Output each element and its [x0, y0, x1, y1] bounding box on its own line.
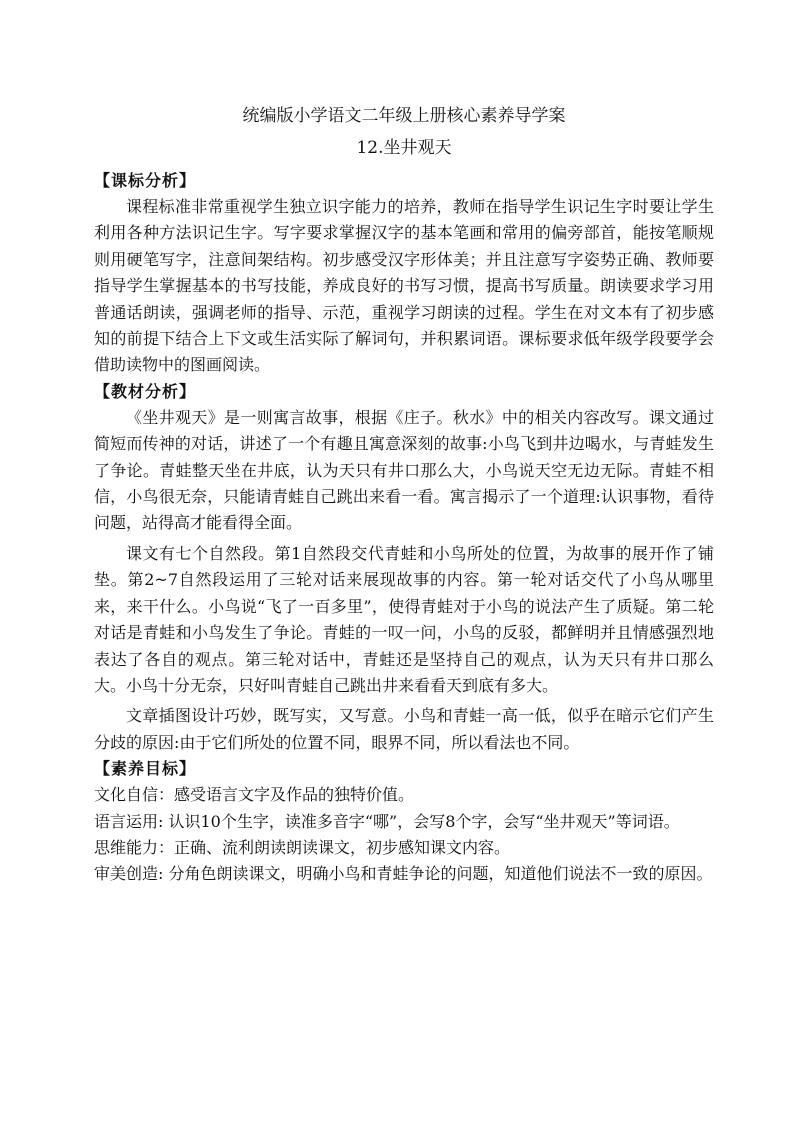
paragraph: 课程标准非常重视学生独立识字能力的培养，教师在指导学生识记生字时要让学生利用各种方法识记生字。写字要求掌握汉字的基本笔画和常用的偏旁部首，能按笔顺规则用硬笔写字，注意间架结构。初步感受汉字形体美；并且注意写字姿势正确、教师要指导学生掌握基本的书写技能，养成良好的书写习惯，提高书写质量。朗读要求学习用普通话朗读，强调老师的指导、示范，重视学习朗读的过程。学生在对文本有了初步感知的前提下结合上下文或生活实际了解词句，并积累词语。课标要求低年级学段要学会借助读物中的图画阅读。 — [94, 197, 714, 375]
goal-item: 思维能力：正确、流利朗读朗读课文，初步感知课文内容。 — [94, 837, 511, 857]
section-heading-goals: 【素养目标】 — [94, 759, 197, 779]
page-content — [94, 100, 714, 888]
goal-item: 语言运用: 认识10个生字，读准多音字“哪”，会写8个字，会写“坐井观天”等词语。 — [94, 811, 680, 831]
section-textbook — [94, 379, 714, 756]
paragraph: 文章插图设计巧妙，既写实，又写意。小鸟和青蛙一高一低，似乎在暗示它们产生分歧的原因:由于它们所处的位置不同，眼界不同，所以看法也不同。 — [94, 706, 714, 752]
goal-item: 文化自信：感受语言文字及作品的独特价值。 — [94, 785, 415, 805]
section-curriculum — [94, 168, 714, 379]
section-heading-curriculum: 【课标分析】 — [94, 171, 197, 190]
section-goals — [94, 756, 714, 888]
paragraph: 课文有七个自然段。第1自然段交代青蛙和小鸟所处的位置，为故事的展开作了铺垫。第2~7自然段运用了三轮对话来展现故事的内容。第一轮对话交代了小鸟从哪里来，来干什么。小鸟说“飞了一百多里”，使得青蛙对于小鸟的说法产生了质疑。第二轮对话是青蛙和小鸟发生了争论。青蛙的一叹一问，小鸟的反驳，都鲜明并且情感强烈地表达了各自的观点。第三轮对话中，青蛙还是坚持自己的观点，认为天只有井口那么大。小鸟十分无奈，只好叫青蛙自己跳出井来看看天到底有多大。 — [94, 543, 714, 695]
section-heading-textbook: 【教材分析】 — [94, 381, 197, 401]
goal-item: 审美创造: 分角色朗读课文，明确小鸟和青蛙争论的问题，知道他们说法不一致的原因。 — [94, 864, 713, 884]
paragraph: 《坐井观天》是一则寓言故事，根据《庄子。秋水》中的相关内容改写。课文通过简短而传神的对话，讲述了一个有趣且寓意深刻的故事:小鸟飞到井边喝水，与青蛙发生了争论。青蛙整天坐在井底，认为天只有井口那么大，小鸟说天空无边无际。青蛙不相信，小鸟很无奈，只能请青蛙自己跳出来看一看。寓言揭示了一个道理:认识事物，看待问题，站得高才能看得全面。 — [94, 407, 714, 533]
document-title: 统编版小学语文二年级上册核心素养导学案 — [242, 106, 566, 126]
lesson-title: 12.坐井观天 — [356, 138, 452, 158]
